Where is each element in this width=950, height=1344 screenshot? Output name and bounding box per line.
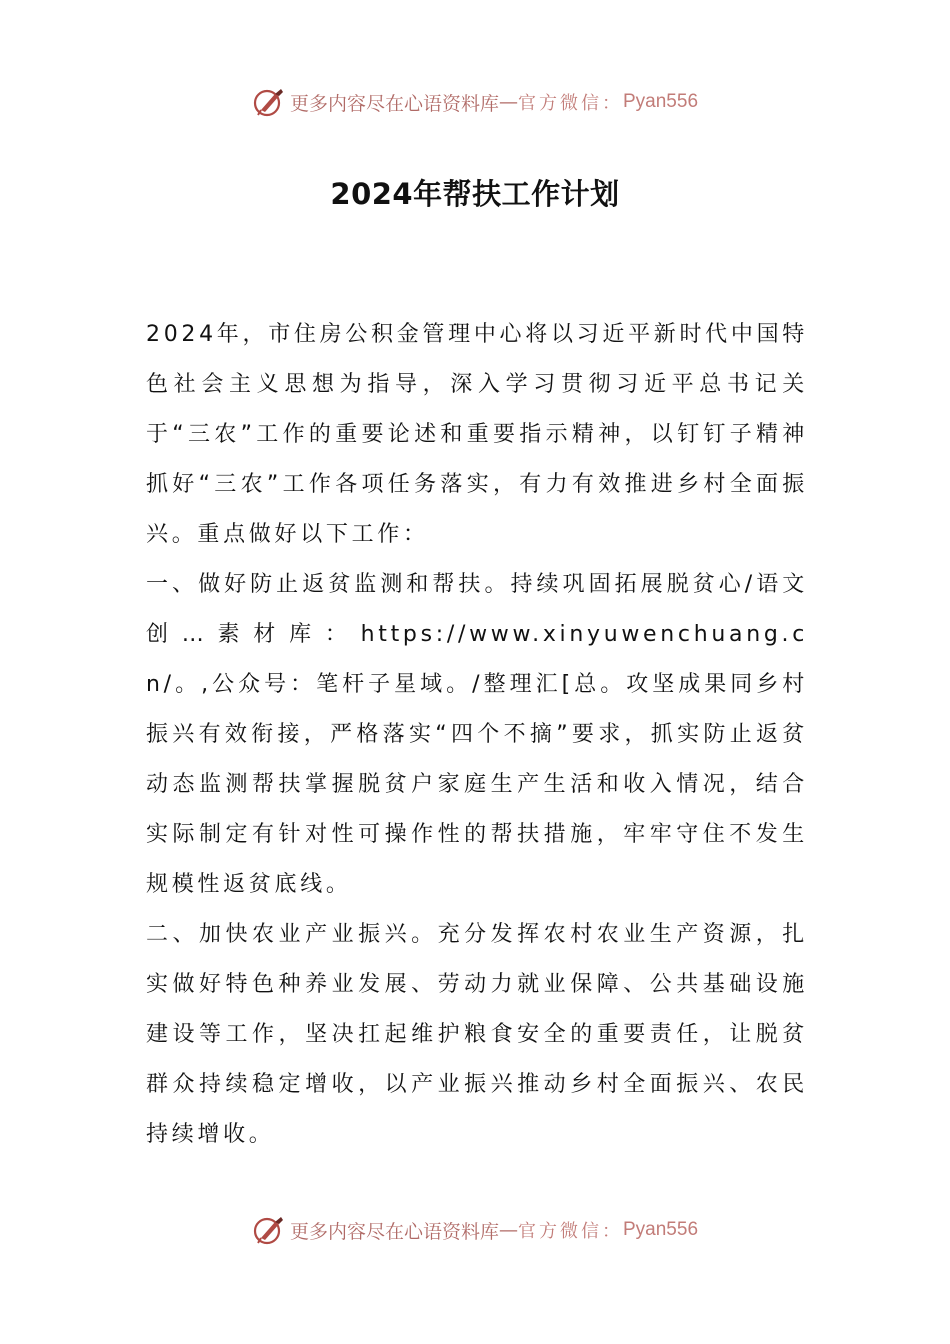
paragraph-section-2: 二、加快农业产业振兴。充分发挥农村农业生产资源，扎实做好特色种养业发展、劳动力就业保障、公共基础设施建设等工作，坚决扛起维护粮食安全的重要责任，让脱贫群众持续稳定增收，以产业振兴推动乡村全面振兴、农民持续增收。 xyxy=(146,922,808,1147)
paragraph-intro: 2024年，市住房公积金管理中心将以习近平新时代中国特色社会主义思想为指导，深入学习贯彻习近平总书记关于“三农”工作的重要论述和重要指示精神，以钉钉子精神抓好“三农”工作各项任务落实，有力有效推进乡村全面振兴。重点做好以下工作： xyxy=(146,322,808,547)
paragraph-section-1: 一、做好防止返贫监测和帮扶。持续巩固拓展脱贫心/语文创…素材库：https://www.xinyuwenchuang.cn/。,公众号：笔杆子星域。/整理汇[总。攻坚成果同乡村振兴有效衔接，严格落实“四个不摘”要求，抓实防止返贫动态监测帮扶掌握脱贫户家庭生产生活和收入情况，结合实际制定有针对性可操作性的帮扶措施，牢牢守住不发生规模性返贫底线。 xyxy=(146,572,808,897)
watermark-wechat-id: Pyan556 xyxy=(623,91,699,112)
document-title: 2024年帮扶工作计划 xyxy=(330,177,620,211)
pen-nib-logo-icon xyxy=(252,1213,286,1247)
watermark-sub-text: 官方微信： xyxy=(518,1221,623,1242)
watermark-main-text: 更多内容尽在心语资料库 xyxy=(289,1220,499,1243)
watermark-sub-text: 官方微信： xyxy=(518,93,623,114)
document-body xyxy=(146,310,808,1160)
watermark-dash: — xyxy=(499,1219,518,1241)
pen-nib-logo-icon xyxy=(252,85,286,119)
watermark-wechat-id: Pyan556 xyxy=(623,1219,699,1240)
header-watermark xyxy=(0,82,950,122)
footer-watermark xyxy=(0,1210,950,1250)
watermark-dash: — xyxy=(499,91,518,113)
watermark-main-text: 更多内容尽在心语资料库 xyxy=(289,92,499,115)
